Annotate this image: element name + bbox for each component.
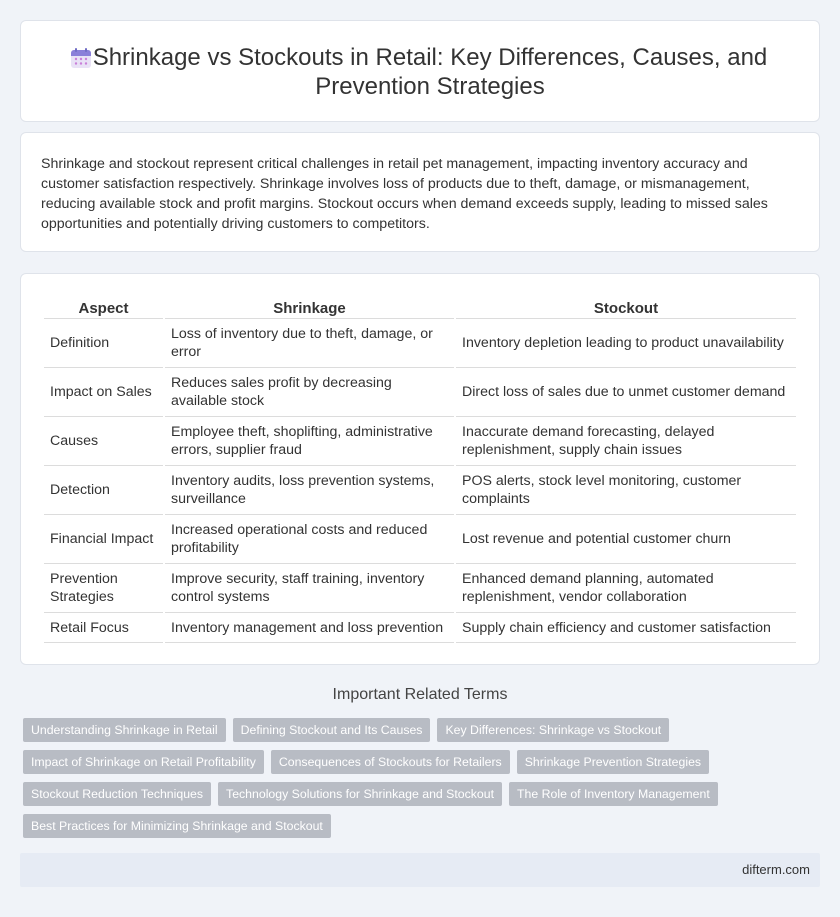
shrinkage-cell: Reduces sales profit by decreasing available stock — [165, 368, 454, 417]
related-term-link[interactable]: Best Practices for Minimizing Shrinkage and Stockout — [23, 814, 331, 838]
table-row — [44, 319, 796, 368]
shrinkage-cell: Inventory audits, loss prevention systems, surveillance — [165, 466, 454, 515]
footer-bar — [20, 853, 820, 887]
related-term-link[interactable]: Impact of Shrinkage on Retail Profitability — [23, 750, 264, 774]
table-row — [44, 515, 796, 564]
aspect-cell: Prevention Strategies — [44, 564, 163, 613]
related-term-link[interactable]: Consequences of Stockouts for Retailers — [271, 750, 510, 774]
page-title: Shrinkage vs Stockouts in Retail: Key Differences, Causes, and Prevention Strategies — [92, 44, 768, 100]
intro-card — [20, 132, 820, 252]
header-shrinkage: Shrinkage — [165, 294, 454, 319]
shrinkage-cell: Inventory management and loss prevention — [165, 613, 454, 643]
related-term-link[interactable]: Stockout Reduction Techniques — [23, 782, 211, 806]
related-term-link[interactable]: The Role of Inventory Management — [509, 782, 718, 806]
shrinkage-cell: Employee theft, shoplifting, administrative errors, supplier fraud — [165, 417, 454, 466]
related-term-link[interactable]: Technology Solutions for Shrinkage and Stockout — [218, 782, 502, 806]
stockout-cell: POS alerts, stock level monitoring, customer complaints — [456, 466, 796, 515]
aspect-cell: Detection — [44, 466, 163, 515]
stockout-cell: Direct loss of sales due to unmet customer demand — [456, 368, 796, 417]
comparison-card — [20, 273, 820, 665]
related-terms-heading: Important Related Terms — [332, 686, 508, 703]
related-term-link[interactable]: Shrinkage Prevention Strategies — [517, 750, 709, 774]
aspect-cell: Definition — [44, 319, 163, 368]
aspect-cell: Causes — [44, 417, 163, 466]
aspect-cell: Financial Impact — [44, 515, 163, 564]
table-row — [44, 564, 796, 613]
stockout-cell: Enhanced demand planning, automated replenishment, vendor collaboration — [456, 564, 796, 613]
intro-paragraph: Shrinkage and stockout represent critical challenges in retail pet management, impacting inventory accuracy and customer satisfaction respectively. Shrinkage involves loss of products due to theft, damage, or mismanagement, reducing available stock and profit margins. Stockout occurs when demand exceeds supply, leading to missed sales opportunities and potentially driving customers to competitors. — [41, 156, 768, 232]
table-row — [44, 466, 796, 515]
stockout-cell: Inventory depletion leading to product unavailability — [456, 319, 796, 368]
table-row — [44, 417, 796, 466]
aspect-cell: Retail Focus — [44, 613, 163, 643]
stockout-cell: Supply chain efficiency and customer satisfaction — [456, 613, 796, 643]
related-term-link[interactable]: Defining Stockout and Its Causes — [233, 718, 431, 742]
related-term-link[interactable]: Key Differences: Shrinkage vs Stockout — [437, 718, 669, 742]
shrinkage-cell: Improve security, staff training, inventory control systems — [165, 564, 454, 613]
table-row — [44, 368, 796, 417]
stockout-cell: Inaccurate demand forecasting, delayed replenishment, supply chain issues — [456, 417, 796, 466]
header-aspect: Aspect — [44, 294, 163, 319]
shrinkage-cell: Increased operational costs and reduced profitability — [165, 515, 454, 564]
related-terms-list — [23, 718, 723, 838]
table-header-row — [44, 294, 796, 319]
comparison-table — [42, 294, 798, 643]
shrinkage-cell: Loss of inventory due to theft, damage, or error — [165, 319, 454, 368]
header-stockout: Stockout — [456, 294, 796, 319]
table-row — [44, 613, 796, 643]
site-link[interactable]: difterm.com — [742, 862, 810, 877]
related-term-link[interactable]: Understanding Shrinkage in Retail — [23, 718, 226, 742]
stockout-cell: Lost revenue and potential customer churn — [456, 515, 796, 564]
aspect-cell: Impact on Sales — [44, 368, 163, 417]
title-card — [20, 20, 820, 122]
